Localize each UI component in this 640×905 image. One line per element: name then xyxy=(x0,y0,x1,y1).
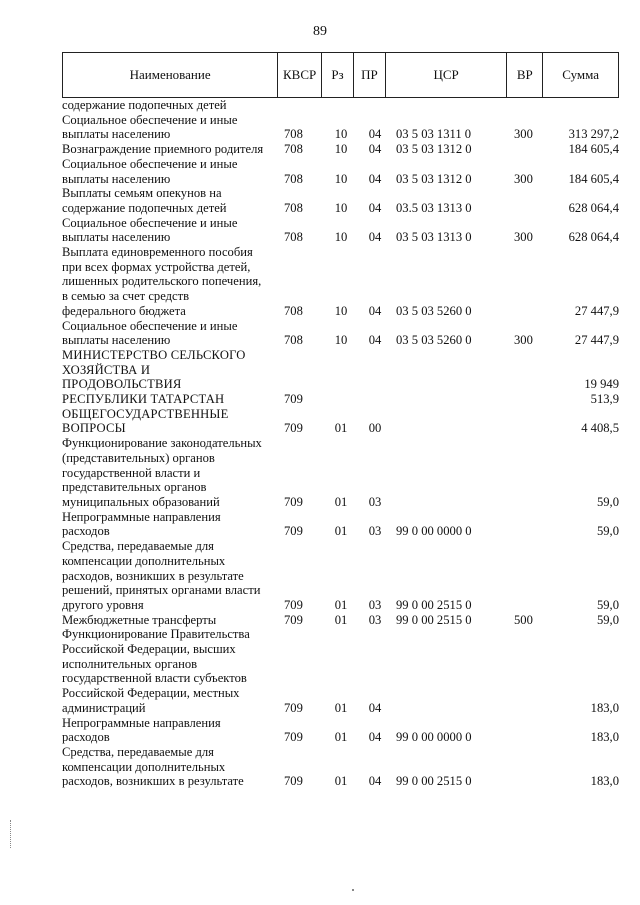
row-pr: 04 xyxy=(368,230,382,245)
row-kvsr: 709 xyxy=(284,524,303,539)
row-rz: 01 xyxy=(334,774,348,789)
header-sum: Сумма xyxy=(562,67,600,82)
row-name-line: расходов, возникших в результате xyxy=(62,568,244,583)
row-kvsr: 708 xyxy=(284,303,303,318)
header-rz: Рз xyxy=(322,53,354,97)
row-name xyxy=(62,245,280,319)
row-name-line: федерального бюджета xyxy=(62,303,186,318)
row-rz: 10 xyxy=(334,127,348,142)
row-name-line: лишенных родительского попечения, xyxy=(62,274,262,289)
row-kvsr: 709 xyxy=(284,494,303,509)
row-kvsr: 709 xyxy=(284,774,303,789)
row-sum: 313 297,2 xyxy=(568,127,619,142)
row-kvsr: 708 xyxy=(284,127,303,142)
row-name-line: ОБЩЕГОСУДАРСТВЕННЫЕ xyxy=(62,406,229,421)
row-name-line: администраций xyxy=(62,700,146,715)
table-row xyxy=(62,142,619,157)
page-number: 89 xyxy=(313,24,327,39)
row-csr: 03 5 03 1312 0 xyxy=(396,171,472,186)
header-name: Наименование xyxy=(63,53,278,97)
row-name-line: содержание подопечных детей xyxy=(62,200,227,215)
row-pr: 04 xyxy=(368,171,382,186)
row-name xyxy=(62,510,280,539)
row-kvsr: 709 xyxy=(284,700,303,715)
row-pr: 03 xyxy=(368,597,382,612)
row-vr: 500 xyxy=(514,612,533,627)
row-name-line: Социальное обеспечение и иные xyxy=(62,156,238,171)
row-name-line: государственной власти и xyxy=(62,465,201,480)
row-csr: 99 0 00 2515 0 xyxy=(396,774,472,789)
row-name-line: Средства, передаваемые для xyxy=(62,744,214,759)
row-name-line: Социальное обеспечение и иные xyxy=(62,112,238,127)
row-kvsr: 708 xyxy=(284,142,303,157)
row-csr: 03 5 03 1313 0 xyxy=(396,230,472,245)
row-rz: 01 xyxy=(334,524,348,539)
row-name-line: государственной власти субъектов xyxy=(62,671,247,686)
row-name xyxy=(62,98,280,113)
row-kvsr: 709 xyxy=(284,392,303,407)
table-body xyxy=(62,98,619,789)
row-rz: 10 xyxy=(334,142,348,157)
row-kvsr: 709 xyxy=(284,597,303,612)
row-csr: 99 0 00 0000 0 xyxy=(396,524,472,539)
row-name-line: Функционирование законодательных xyxy=(62,436,262,451)
row-name-line: расходов, возникших в результате xyxy=(62,774,244,789)
row-name-line: Социальное обеспечение и иные xyxy=(62,318,238,333)
row-rz: 01 xyxy=(334,730,348,745)
row-csr: 99 0 00 2515 0 xyxy=(396,597,472,612)
margin-mark xyxy=(10,820,12,848)
row-name-line: Выплаты семьям опекунов на xyxy=(62,186,222,201)
row-name xyxy=(62,716,280,745)
row-name-line: в семью за счет средств xyxy=(62,289,190,304)
row-name-line: выплаты населению xyxy=(62,127,171,142)
row-kvsr: 708 xyxy=(284,333,303,348)
row-sum: 183,0 xyxy=(590,730,619,745)
row-name-line: Функционирование Правительства xyxy=(62,627,250,642)
row-name-line: ВОПРОСЫ xyxy=(62,421,126,436)
row-pr: 03 xyxy=(368,494,382,509)
table-row xyxy=(62,627,619,715)
row-name-line: ПРОДОВОЛЬСТВИЯ xyxy=(62,377,182,392)
row-sum: 628 064,4 xyxy=(568,200,619,215)
row-name-line: Выплата единовременного пособия xyxy=(62,245,253,260)
row-name-line: Социальное обеспечение и иные xyxy=(62,215,238,230)
table-row xyxy=(62,113,619,142)
row-csr: 99 0 00 2515 0 xyxy=(396,612,472,627)
row-vr: 300 xyxy=(514,333,533,348)
row-name-line: Российской Федерации, высших xyxy=(62,642,236,657)
row-sum: 27 447,9 xyxy=(574,303,619,318)
row-sum: 59,0 xyxy=(596,494,619,509)
table-row xyxy=(62,186,619,215)
row-kvsr: 708 xyxy=(284,230,303,245)
row-name-line: Средства, передаваемые для xyxy=(62,539,214,554)
row-pr: 04 xyxy=(368,730,382,745)
row-name xyxy=(62,319,280,348)
row-rz: 10 xyxy=(334,303,348,318)
row-name xyxy=(62,142,280,157)
row-kvsr: 709 xyxy=(284,612,303,627)
row-name-line: компенсации дополнительных xyxy=(62,759,226,774)
table-row xyxy=(62,407,619,436)
row-rz: 01 xyxy=(334,597,348,612)
table-row xyxy=(62,216,619,245)
row-name xyxy=(62,407,280,436)
row-name xyxy=(62,627,280,715)
table-row xyxy=(62,245,619,319)
row-name-line: Межбюджетные трансферты xyxy=(62,612,217,627)
row-name xyxy=(62,113,280,142)
row-kvsr: 708 xyxy=(284,171,303,186)
header-csr: ЦСР xyxy=(386,53,508,97)
row-name-line: компенсации дополнительных xyxy=(62,553,226,568)
table-row xyxy=(62,98,619,113)
row-rz: 01 xyxy=(334,494,348,509)
row-rz: 10 xyxy=(334,230,348,245)
table-row xyxy=(62,716,619,745)
row-rz: 10 xyxy=(334,333,348,348)
row-sum: 27 447,9 xyxy=(574,333,619,348)
row-name xyxy=(62,216,280,245)
row-sum: 4 408,5 xyxy=(581,421,619,436)
row-name xyxy=(62,157,280,186)
header-kvsr: КВСР xyxy=(278,53,322,97)
table-row xyxy=(62,436,619,510)
row-name-line: МИНИСТЕРСТВО СЕЛЬСКОГО xyxy=(62,347,246,362)
row-kvsr: 709 xyxy=(284,421,303,436)
row-name xyxy=(62,348,280,407)
row-rz: 01 xyxy=(334,421,348,436)
row-name-line: расходов xyxy=(62,730,110,745)
table-row xyxy=(62,510,619,539)
row-csr: 99 0 00 0000 0 xyxy=(396,730,472,745)
row-kvsr: 708 xyxy=(284,200,303,215)
row-pr: 04 xyxy=(368,774,382,789)
row-name-line: представительных органов xyxy=(62,480,207,495)
row-vr: 300 xyxy=(514,127,533,142)
row-name-line: Вознаграждение приемного родителя xyxy=(62,142,264,157)
table-row xyxy=(62,613,619,628)
row-csr: 03.5 03 1313 0 xyxy=(396,200,472,215)
row-name-line: при всех формах устройства детей, xyxy=(62,259,251,274)
header-vr: ВР xyxy=(507,53,543,97)
row-name-line: расходов xyxy=(62,524,110,539)
row-vr: 300 xyxy=(514,230,533,245)
table-header xyxy=(62,52,619,98)
row-pr: 04 xyxy=(368,700,382,715)
row-name-line: выплаты населению xyxy=(62,333,171,348)
scan-dot xyxy=(352,889,354,891)
row-name-line: выплаты населению xyxy=(62,230,171,245)
row-sum: 183,0 xyxy=(590,774,619,789)
row-name-line: муниципальных образований xyxy=(62,494,220,509)
row-sum: 59,0 xyxy=(596,524,619,539)
row-pr: 03 xyxy=(368,612,382,627)
row-pr: 04 xyxy=(368,127,382,142)
row-name-line: решений, принятых органами власти xyxy=(62,583,261,598)
row-pr: 04 xyxy=(368,303,382,318)
row-name-line: выплаты населению xyxy=(62,171,171,186)
row-name xyxy=(62,186,280,215)
row-sum: 184 605,4 xyxy=(568,171,619,186)
row-name-line: ХОЗЯЙСТВА И xyxy=(62,362,151,377)
row-sum: 183,0 xyxy=(590,700,619,715)
row-rz: 01 xyxy=(334,612,348,627)
row-csr: 03 5 03 5260 0 xyxy=(396,303,472,318)
row-name-line: (представительных) органов xyxy=(62,450,215,465)
row-name xyxy=(62,613,280,628)
row-rz: 01 xyxy=(334,700,348,715)
row-name-line: РЕСПУБЛИКИ ТАТАРСТАН xyxy=(62,392,225,407)
row-name-line: Непрограммные направления xyxy=(62,509,221,524)
row-pr: 00 xyxy=(368,421,382,436)
table-row xyxy=(62,319,619,348)
table-row xyxy=(62,157,619,186)
row-pr: 04 xyxy=(368,200,382,215)
row-name-line: содержание подопечных детей xyxy=(62,98,227,112)
header-pr: ПР xyxy=(354,53,386,97)
row-name xyxy=(62,745,280,789)
row-name xyxy=(62,539,280,613)
row-pr: 04 xyxy=(368,142,382,157)
row-sum: 19 949 513,9 xyxy=(584,377,619,407)
row-rz: 10 xyxy=(334,171,348,186)
row-kvsr: 709 xyxy=(284,730,303,745)
row-name-line: исполнительных органов xyxy=(62,656,198,671)
row-pr: 04 xyxy=(368,333,382,348)
row-sum: 628 064,4 xyxy=(568,230,619,245)
row-pr: 03 xyxy=(368,524,382,539)
row-sum: 59,0 xyxy=(596,597,619,612)
row-csr: 03 5 03 5260 0 xyxy=(396,333,472,348)
table-row xyxy=(62,539,619,613)
row-csr: 03 5 03 1311 0 xyxy=(396,127,472,142)
row-rz: 10 xyxy=(334,200,348,215)
row-sum: 59,0 xyxy=(596,612,619,627)
row-name-line: Непрограммные направления xyxy=(62,715,221,730)
row-csr: 03 5 03 1312 0 xyxy=(396,142,472,157)
table-row xyxy=(62,745,619,789)
row-name-line: Российской Федерации, местных xyxy=(62,686,240,701)
row-name-line: другого уровня xyxy=(62,597,144,612)
table-row xyxy=(62,348,619,407)
row-name xyxy=(62,436,280,510)
row-sum: 184 605,4 xyxy=(568,142,619,157)
row-vr: 300 xyxy=(514,171,533,186)
